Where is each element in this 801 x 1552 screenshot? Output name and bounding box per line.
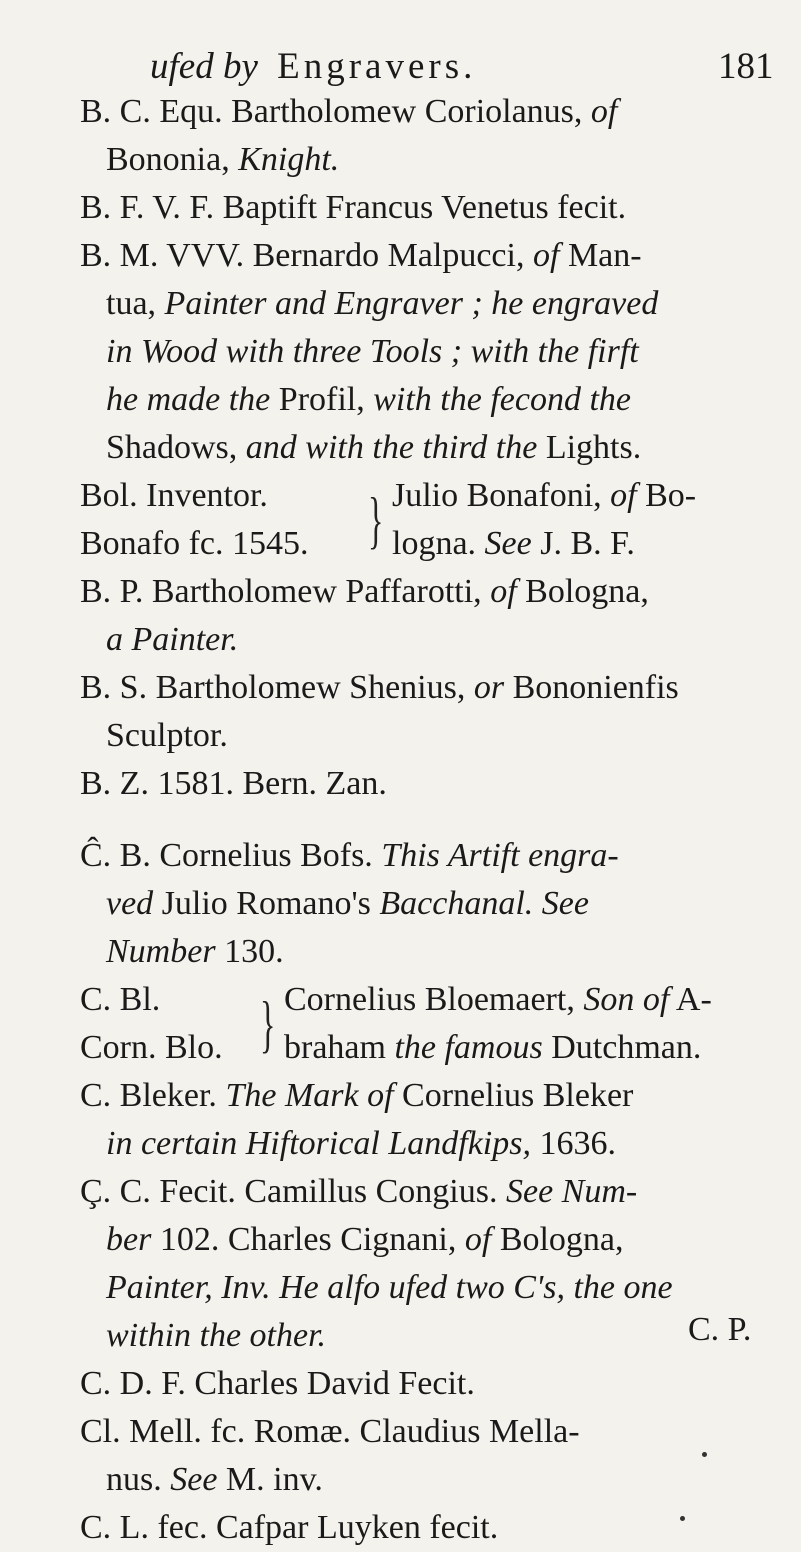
text-italic: ved bbox=[106, 885, 162, 922]
text: Bologna, bbox=[491, 1221, 624, 1258]
entry-line bbox=[80, 568, 770, 616]
text bbox=[392, 520, 635, 568]
text: A- bbox=[669, 981, 712, 1018]
header-caps: Engravers. bbox=[277, 46, 477, 87]
text: Cornelius Bleker bbox=[393, 1077, 634, 1114]
text bbox=[392, 472, 696, 520]
text: 1636. bbox=[530, 1125, 616, 1162]
text: B. M. VVV. Bernardo Malpucci, bbox=[80, 237, 533, 274]
text: Ĉ. B. Cornelius Bofs. bbox=[80, 837, 382, 874]
text-italic: Knight. bbox=[238, 141, 340, 178]
text: tua, bbox=[106, 285, 165, 322]
text-italic: Number bbox=[106, 933, 225, 970]
text: B. C. Equ. Bartholomew Coriolanus, bbox=[80, 93, 591, 130]
entry-line bbox=[80, 664, 770, 712]
text: Bononia, bbox=[106, 141, 239, 178]
text: M. inv. bbox=[217, 1461, 323, 1498]
entry-line: a Painter. bbox=[106, 621, 239, 658]
text-italic: ber bbox=[106, 1221, 152, 1258]
entry-line bbox=[80, 280, 770, 328]
page-number: 181 bbox=[718, 46, 774, 87]
text-italic: and with the third the bbox=[245, 429, 546, 466]
entry-line: Sculptor. bbox=[106, 717, 228, 754]
header-italic: ufed by bbox=[150, 46, 258, 87]
text: 130. bbox=[224, 933, 284, 970]
ink-speck bbox=[680, 1516, 685, 1521]
text-italic: See bbox=[484, 525, 532, 562]
entry-line bbox=[80, 136, 770, 184]
text: Bonafo fc. 1545. bbox=[80, 525, 309, 562]
text: 102. Charles Cignani, bbox=[151, 1221, 465, 1258]
entry-line: in Wood with three Tools ; with the firft bbox=[106, 333, 639, 370]
text: Bologna, bbox=[516, 573, 649, 610]
text-italic: of bbox=[490, 573, 517, 610]
entry-line bbox=[80, 1120, 770, 1168]
entry-line bbox=[80, 232, 770, 280]
entry-line bbox=[80, 1216, 770, 1264]
entry-line bbox=[80, 1072, 770, 1120]
text-italic: the famous bbox=[394, 1029, 543, 1066]
text bbox=[284, 976, 712, 1024]
text-italic: The Mark of bbox=[225, 1077, 394, 1114]
text: B. S. Bartholomew Shenius, bbox=[80, 669, 474, 706]
text-italic: in certain Hiftorical Landfkips, bbox=[106, 1125, 531, 1162]
entry-line: C. L. fec. Cafpar Luyken fecit. bbox=[80, 1509, 499, 1546]
text: logna. bbox=[392, 525, 485, 562]
text: Corn. Blo. bbox=[80, 1029, 223, 1066]
entry-bol bbox=[80, 472, 770, 568]
text-italic: See Num- bbox=[505, 1173, 638, 1210]
text: Julio Romano's bbox=[161, 885, 380, 922]
text: C. Bleker. bbox=[80, 1077, 226, 1114]
text: J. B. F. bbox=[531, 525, 635, 562]
text: Man- bbox=[559, 237, 642, 274]
entry-line bbox=[80, 88, 770, 136]
entries-block-1 bbox=[80, 88, 770, 472]
text: Bol. Inventor. bbox=[80, 477, 268, 514]
text-italic: he made the bbox=[106, 381, 279, 418]
text-italic: This Artift engra- bbox=[381, 837, 619, 874]
entry-line bbox=[80, 832, 770, 880]
entry-line bbox=[80, 928, 770, 976]
brace-glyph: } bbox=[260, 988, 276, 1059]
entries-block-4 bbox=[80, 1072, 770, 1552]
text-italic: Son of bbox=[583, 981, 670, 1018]
text: Lights. bbox=[545, 429, 642, 466]
entry-line bbox=[80, 1456, 770, 1504]
entries-block-3 bbox=[80, 832, 770, 976]
running-header bbox=[150, 42, 774, 92]
text: Ç. C. Fecit. Camillus Congius. bbox=[80, 1173, 506, 1210]
text-italic: Painter and Engraver ; he engraved bbox=[164, 285, 659, 322]
text: braham bbox=[284, 1029, 395, 1066]
entry-line bbox=[80, 376, 770, 424]
catchword: C. P. bbox=[688, 1311, 752, 1348]
entry-line: Painter, Inv. He alfo ufed two C's, the one bbox=[106, 1269, 673, 1306]
entries-block-2 bbox=[80, 568, 770, 808]
entry-line: B. F. V. F. Baptift Francus Venetus fecit. bbox=[80, 189, 627, 226]
brace-glyph: } bbox=[368, 484, 384, 555]
text-italic: of bbox=[590, 93, 618, 130]
text: nus. bbox=[106, 1461, 171, 1498]
entry-line: within the other. bbox=[106, 1317, 327, 1354]
text-italic: of bbox=[464, 1221, 492, 1258]
entry-line: C. D. F. Charles David Fecit. bbox=[80, 1365, 475, 1402]
entry-line bbox=[80, 1168, 770, 1216]
ink-speck bbox=[702, 1452, 707, 1457]
text: Julio Bonafoni, bbox=[392, 477, 611, 514]
text bbox=[284, 1024, 701, 1072]
entry-line: Cl. Mell. fc. Romæ. Claudius Mella- bbox=[80, 1413, 580, 1450]
entry-line bbox=[80, 880, 770, 928]
text-italic: See bbox=[170, 1461, 218, 1498]
text-italic: of bbox=[532, 237, 560, 274]
text: Shadows, bbox=[106, 429, 246, 466]
entry-line bbox=[80, 424, 770, 472]
text: Bononienfis bbox=[504, 669, 679, 706]
text: B. P. Bartholomew Paffarotti, bbox=[80, 573, 491, 610]
text: Bo- bbox=[636, 477, 697, 514]
text: Profil, bbox=[278, 381, 374, 418]
text: C. Bl. bbox=[80, 981, 161, 1018]
entry-line: B. Z. 1581. Bern. Zan. bbox=[80, 765, 387, 802]
text-italic: or bbox=[473, 669, 505, 706]
entry-c-bl bbox=[80, 976, 770, 1072]
text: Dutchman. bbox=[542, 1029, 702, 1066]
text-italic: with the fecond the bbox=[373, 381, 632, 418]
text: Cornelius Bloemaert, bbox=[284, 981, 584, 1018]
text-italic: of bbox=[610, 477, 637, 514]
text-italic: Bacchanal. See bbox=[379, 885, 589, 922]
